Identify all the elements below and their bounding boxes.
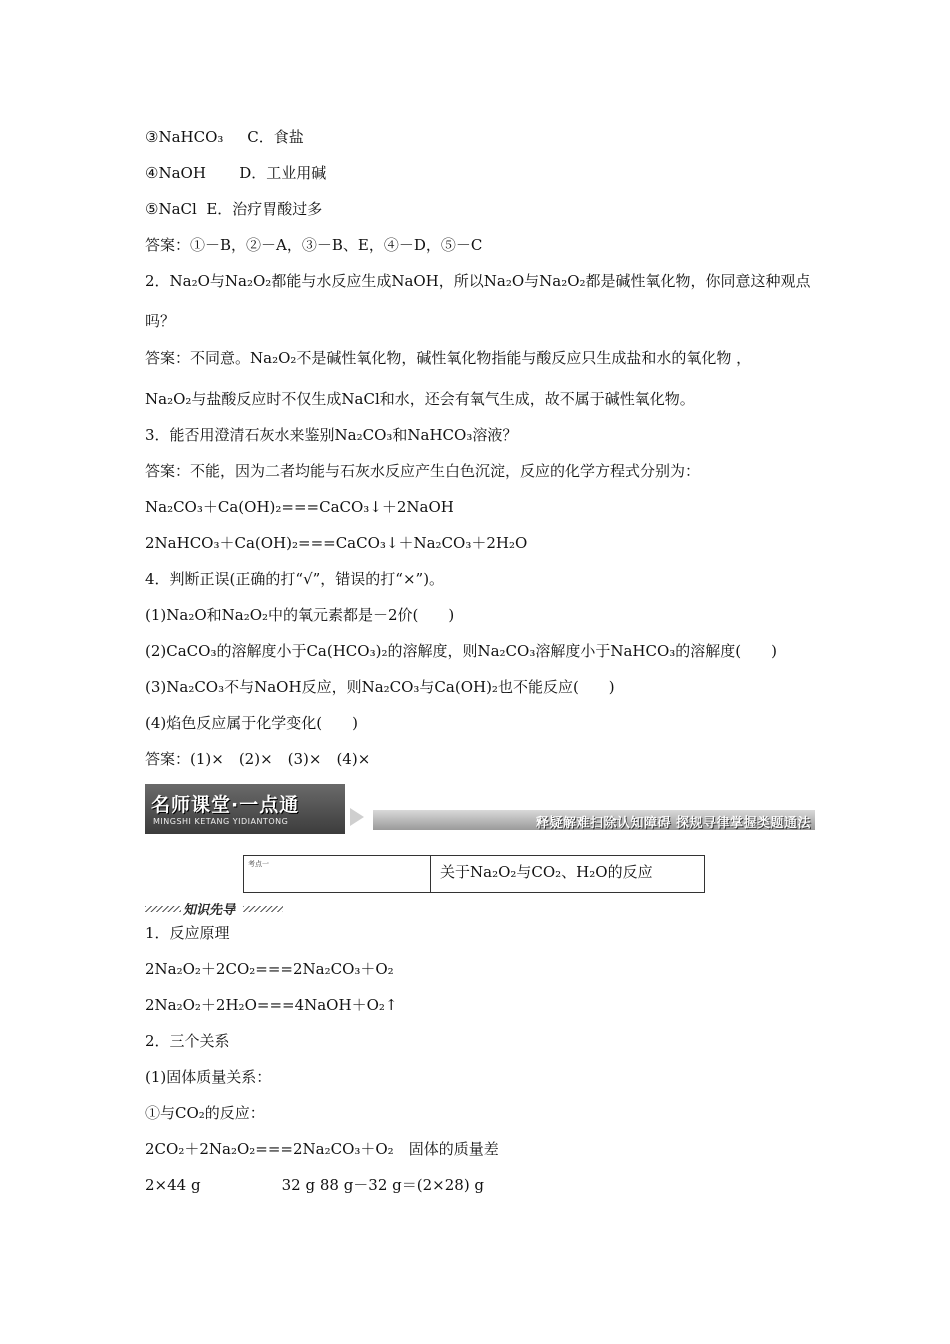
line-nahco3: ③NaHCO₃ C．食盐 [145, 128, 304, 146]
question-3: 3．能否用澄清石灰水来鉴别Na₂CO₃和NaHCO₃溶液？ [145, 426, 518, 444]
heading-principle: 1．反应原理 [145, 924, 230, 942]
equation-co2: 2Na₂O₂＋2CO₂===2Na₂CO₃＋O₂ [145, 960, 394, 978]
question-2: 2．Na₂O与Na₂O₂都能与水反应生成NaOH，所以Na₂O与Na₂O₂都是碱性氧化物，你同意这种观点 [145, 272, 811, 290]
banner-subtitle: MINGSHI KETANG YIDIANTONG [153, 817, 289, 826]
q4-item-3: (3)Na₂CO₃不与NaOH反应，则Na₂CO₃与Ca(OH)₂也不能反应( ) [145, 678, 615, 696]
topic-title: 关于Na₂O₂与CO₂、H₂O的反应 [440, 863, 653, 881]
topic-box [243, 855, 705, 893]
q4-item-4: (4)焰色反应属于化学变化( ) [145, 714, 358, 732]
line-naoh: ④NaOH D．工业用碱 [145, 164, 327, 182]
knowledge-header-label: 知识先导 [183, 903, 236, 918]
heading-relations: 2．三个关系 [145, 1032, 230, 1050]
answer-2: 答案：不同意。Na₂O₂不是碱性氧化物，碱性氧化物指能与酸反应只生成盐和水的氧化物 ， [145, 349, 752, 367]
knowledge-header [145, 899, 285, 917]
topic-tag: 考点一 [248, 860, 269, 868]
mass-equation: 2CO₂＋2Na₂O₂===2Na₂CO₃＋O₂ 固体的质量差 [145, 1140, 499, 1158]
answer-4: 答案：(1)× (2)× (3)× (4)× [145, 750, 371, 768]
topic-divider [430, 856, 431, 892]
equation-h2o: 2Na₂O₂＋2H₂O===4NaOH＋O₂↑ [145, 996, 398, 1014]
equation-3b: 2NaHCO₃＋Ca(OH)₂===CaCO₃↓＋Na₂CO₃＋2H₂O [145, 534, 528, 552]
co2-reaction-label: ①与CO₂的反应： [145, 1104, 265, 1122]
solid-mass-relation: (1)固体质量关系： [145, 1068, 272, 1086]
question-2-cont: 吗？ [145, 312, 176, 330]
section-banner [145, 784, 815, 834]
answer-2-cont: Na₂O₂与盐酸反应时不仅生成NaCl和水，还会有氧气生成，故不属于碱性氧化物。 [145, 390, 695, 408]
mass-values: 2×44 g 32 g 88 g－32 g＝(2×28) g [145, 1176, 485, 1194]
equation-3a: Na₂CO₃＋Ca(OH)₂===CaCO₃↓＋2NaOH [145, 498, 454, 516]
question-4: 4．判断正误(正确的打“√”，错误的打“×”)。 [145, 570, 445, 588]
play-icon [350, 808, 364, 826]
line-nacl: ⑤NaCl E．治疗胃酸过多 [145, 200, 323, 218]
answer-1: 答案：①－B，②－A，③－B、E，④－D，⑤－C [145, 236, 483, 254]
stripe-decoration [145, 906, 181, 912]
stripe-decoration [243, 906, 283, 912]
banner-slogan: 释疑解难扫除认知障碍 探规寻律掌握类题通法 [535, 816, 811, 831]
answer-3: 答案：不能，因为二者均能与石灰水反应产生白色沉淀，反应的化学方程式分别为： [145, 462, 701, 480]
q4-item-2: (2)CaCO₃的溶解度小于Ca(HCO₃)₂的溶解度，则Na₂CO₃溶解度小于NaHCO₃的溶解度( ) [145, 642, 777, 660]
q4-item-1: (1)Na₂O和Na₂O₂中的氧元素都是－2价( ) [145, 606, 455, 624]
banner-title: 名师课堂·一点通 [151, 794, 300, 816]
banner-logo [145, 784, 345, 834]
